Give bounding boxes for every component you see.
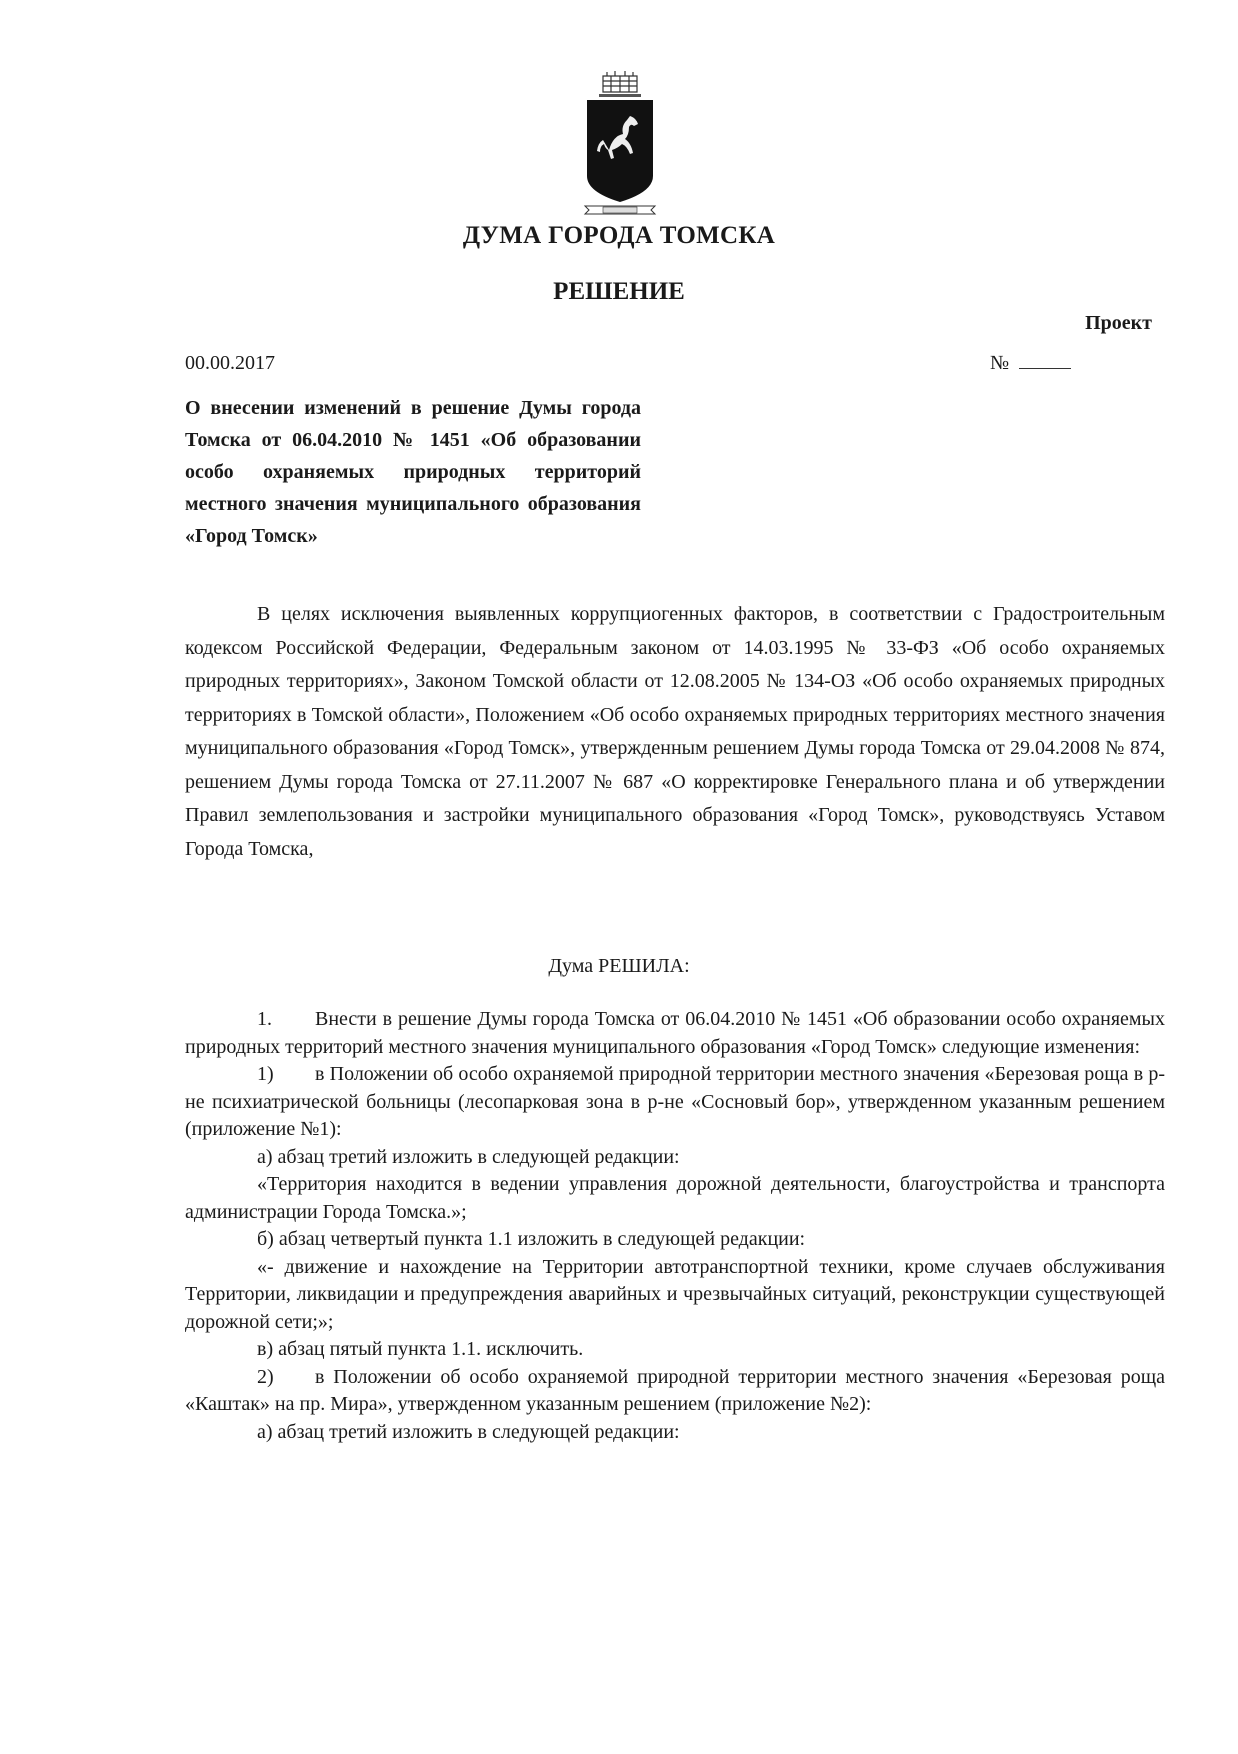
item-number: 1.: [257, 1008, 272, 1030]
item-text: в Положении об особо охраняемой природной территории местного значения «Березовая роща в р-не психиатрической больницы (лесопарковая зона в р-не «Сосновый бор», утвержденном указанным решением (приложение №1):: [185, 1063, 1165, 1140]
number-label: №: [990, 352, 1010, 374]
document-type: РЕШЕНИЕ: [553, 278, 685, 305]
document-subject: О внесении изменений в решение Думы города Томска от 06.04.2010 № 1451 «Об образовании особо охраняемых природных территорий местного значения муниципального образования «Город Томск»: [185, 397, 641, 547]
document-number: [990, 352, 1071, 375]
document-date: 00.00.2017: [185, 352, 275, 374]
item-1-1: [185, 1061, 1165, 1144]
item-number: 2): [257, 1365, 274, 1388]
item-text: Внести в решение Думы города Томска от 06.04.2010 № 1451 «Об образовании особо охраняемых природных территорий местного значения муниципального образования «Город Томск» следующие изменения:: [185, 1008, 1165, 1058]
item-1-2-a: а) абзац третий изложить в следующей редакции:: [257, 1420, 680, 1443]
item-1-1-c: в) абзац пятый пункта 1.1. исключить.: [257, 1338, 584, 1360]
item-text: в Положении об особо охраняемой природной территории местного значения «Березовая роща «Каштак» на пр. Мира», утвержденном указанным решением (приложение №2):: [185, 1365, 1165, 1415]
decided-heading: Дума РЕШИЛА:: [548, 955, 690, 977]
draft-label: Проект: [1085, 312, 1152, 334]
item-1-2: [185, 1364, 1165, 1419]
item-1-1-b-quote: «- движение и нахождение на Территории автотранспортной техники, кроме случаев обслуживания Территории, ликвидации и предупреждения аварийных и чрезвычайных ситуаций, реконструкции существующей дорожной сети;»;: [185, 1255, 1165, 1333]
item-number: 1): [257, 1063, 274, 1085]
organization-title: ДУМА ГОРОДА ТОМСКА: [462, 222, 776, 249]
item-1-1-a-quote: «Территория находится в ведении управления дорожной деятельности, благоустройства и транспорта администрации Города Томска.»;: [185, 1173, 1165, 1223]
coat-of-arms-emblem: [581, 68, 659, 218]
number-blank-line: [1019, 354, 1071, 369]
item-1: [185, 1006, 1165, 1061]
preamble-paragraph: В целях исключения выявленных коррупциогенных факторов, в соответствии с Градостроительным кодексом Российской Федерации, Федеральным законом от 14.03.1995 № 33-ФЗ «Об особо охраняемых природных территориях», Законом Томской области от 12.08.2005 № 134-ОЗ «Об особо охраняемых природных территориях в Томской области», Положением «Об особо охраняемых природных территориях местного значения муниципального образования «Город Томск», утвержденным решением Думы города Томска от 29.04.2008 № 874, решением Думы города Томска от 27.11.2007 № 687 «О корректировке Генерального плана и об утверждении Правил землепользования и застройки муниципального образования «Город Томск», руководствуясь Уставом Города Томска,: [185, 603, 1165, 860]
decision-items: [185, 1006, 1165, 1446]
item-1-1-a: а) абзац третий изложить в следующей редакции:: [257, 1145, 680, 1168]
item-1-1-b: б) абзац четвертый пункта 1.1 изложить в следующей редакции:: [257, 1228, 806, 1250]
